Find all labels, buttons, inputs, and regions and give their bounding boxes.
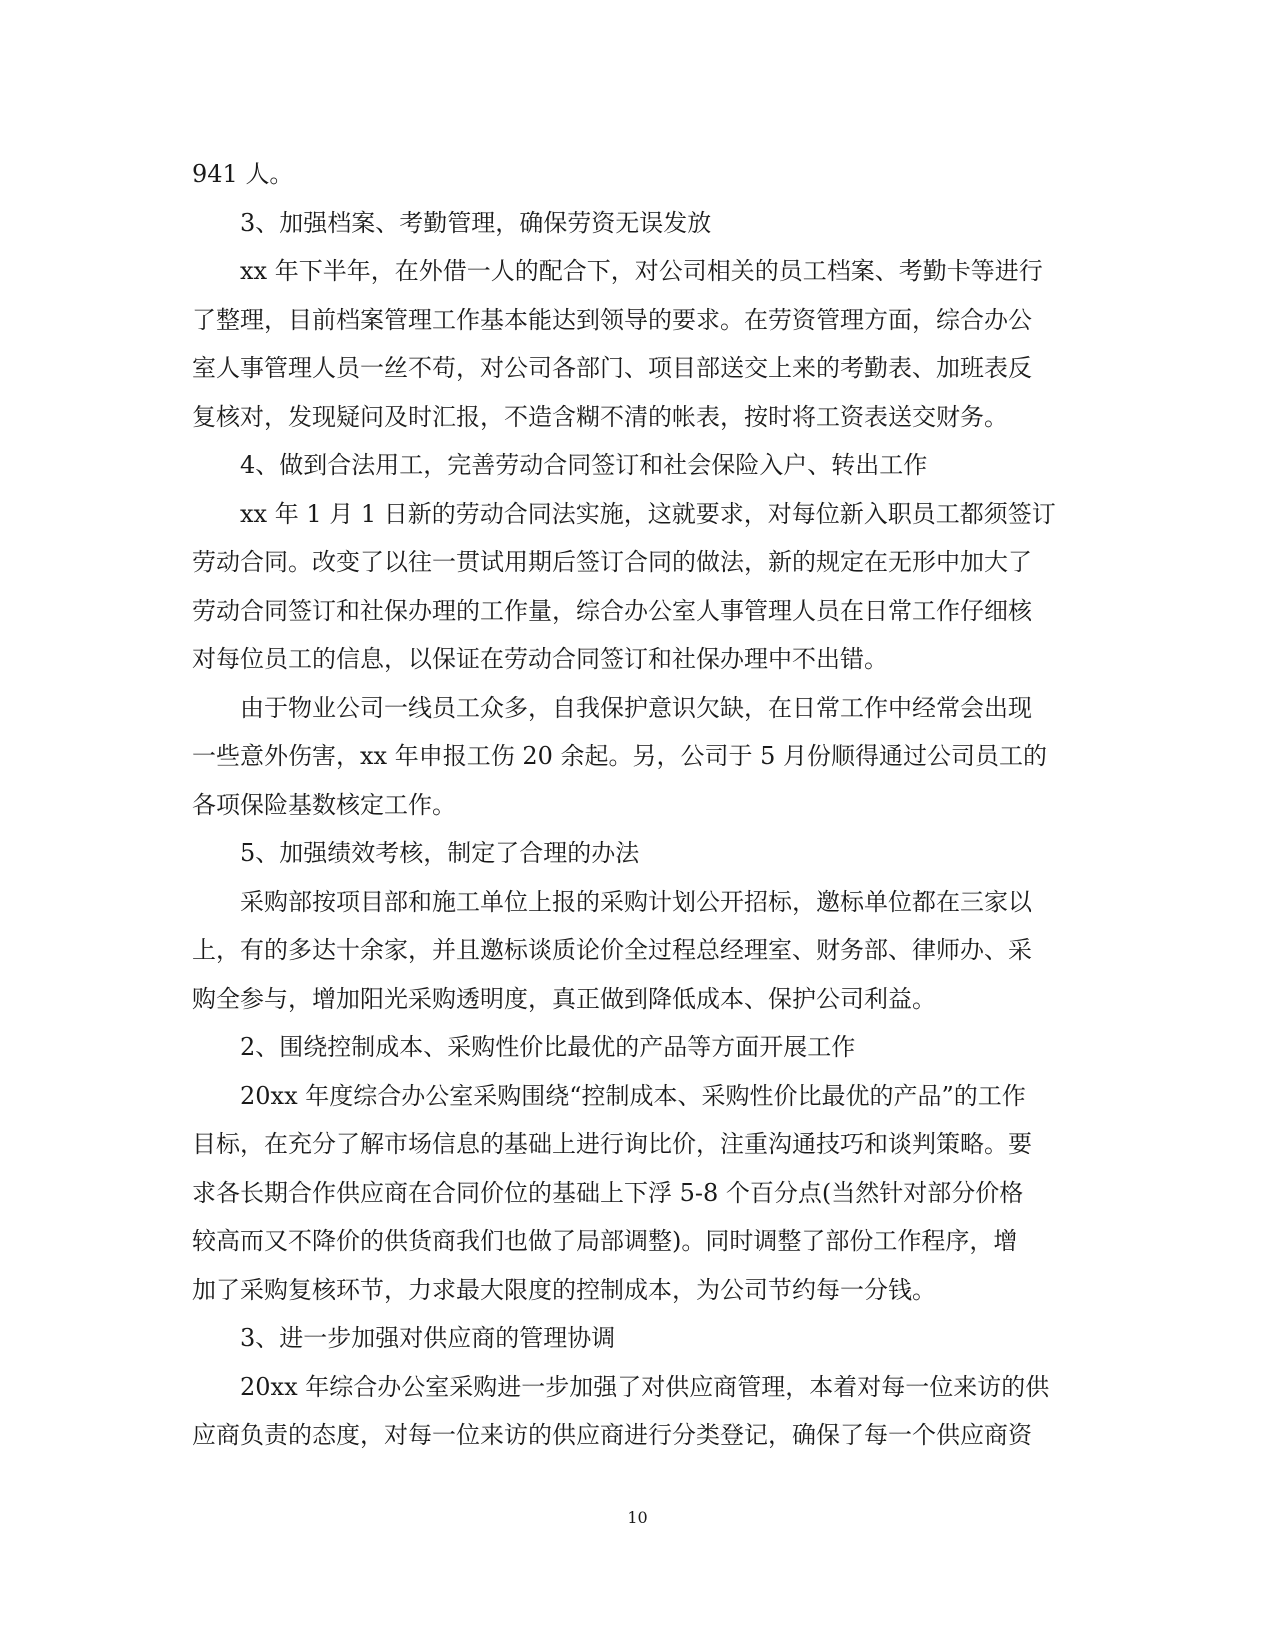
- page-number: 10: [627, 1508, 648, 1527]
- document-body: [192, 150, 1072, 1460]
- paragraph-first-line: xx 年下半年，在外借一人的配合下，对公司相关的员工档案、考勤卡等进行: [240, 257, 1043, 285]
- text-line: 目标，在充分了解市场信息的基础上进行询比价，注重沟通技巧和谈判策略。要: [192, 1130, 1032, 1158]
- text-line: 较高而又不降价的供货商我们也做了局部调整)。同时调整了部份工作程序，增: [192, 1227, 1018, 1255]
- text-line: 室人事管理人员一丝不苟，对公司各部门、项目部送交上来的考勤表、加班表反: [192, 354, 1032, 382]
- paragraph-first-line: 20xx 年综合办公室采购进一步加强了对供应商管理，本着对每一位来访的供: [240, 1372, 1050, 1401]
- text-line: 了整理，目前档案管理工作基本能达到领导的要求。在劳资管理方面，综合办公: [192, 305, 1032, 334]
- paragraph-first-line: xx 年 1 月 1 日新的劳动合同法实施，这就要求，对每位新入职员工都须签订: [240, 499, 1056, 528]
- section-heading: 3、加强档案、考勤管理，确保劳资无误发放: [240, 208, 712, 237]
- text-line: 复核对，发现疑问及时汇报，不造含糊不清的帐表，按时将工资表送交财务。: [192, 402, 1008, 431]
- paragraph-first-line: 20xx 年度综合办公室采购围绕“控制成本、采购性价比最优的产品”的工作: [240, 1081, 1026, 1110]
- text-line: 购全参与，增加阳光采购透明度，真正做到降低成本、保护公司利益。: [192, 984, 936, 1013]
- paragraph-first-line: 由于物业公司一线员工众多，自我保护意识欠缺，在日常工作中经常会出现: [240, 693, 1032, 722]
- text-line: 一些意外伤害，xx 年申报工伤 20 余起。另，公司于 5 月份顺得通过公司员工的: [192, 742, 1048, 770]
- text-line: 加了采购复核环节，力求最大限度的控制成本，为公司节约每一分钱。: [192, 1275, 936, 1304]
- text-line: 应商负责的态度，对每一位来访的供应商进行分类登记，确保了每一个供应商资: [192, 1421, 1032, 1449]
- section-heading: 5、加强绩效考核，制定了合理的办法: [240, 839, 640, 867]
- text-line: 劳动合同签订和社保办理的工作量，综合办公室人事管理人员在日常工作仔细核: [192, 596, 1032, 625]
- text-line: 劳动合同。改变了以往一贯试用期后签订合同的做法，新的规定在无形中加大了: [192, 548, 1032, 576]
- text-line: 941 人。: [192, 160, 294, 188]
- text-line: 各项保险基数核定工作。: [192, 790, 456, 819]
- text-line: 求各长期合作供应商在合同价位的基础上下浮 5-8 个百分点(当然针对部分价格: [192, 1178, 1024, 1207]
- text-line: 上，有的多达十余家，并且邀标谈质论价全过程总经理室、财务部、律师办、采: [192, 936, 1032, 964]
- section-heading: 4、做到合法用工，完善劳动合同签订和社会保险入户、转出工作: [240, 451, 928, 479]
- section-heading: 3、进一步加强对供应商的管理协调: [240, 1324, 616, 1352]
- text-line: 对每位员工的信息，以保证在劳动合同签订和社保办理中不出错。: [192, 645, 888, 673]
- section-heading: 2、围绕控制成本、采购性价比最优的产品等方面开展工作: [240, 1033, 856, 1061]
- paragraph-first-line: 采购部按项目部和施工单位上报的采购计划公开招标，邀标单位都在三家以: [240, 887, 1032, 916]
